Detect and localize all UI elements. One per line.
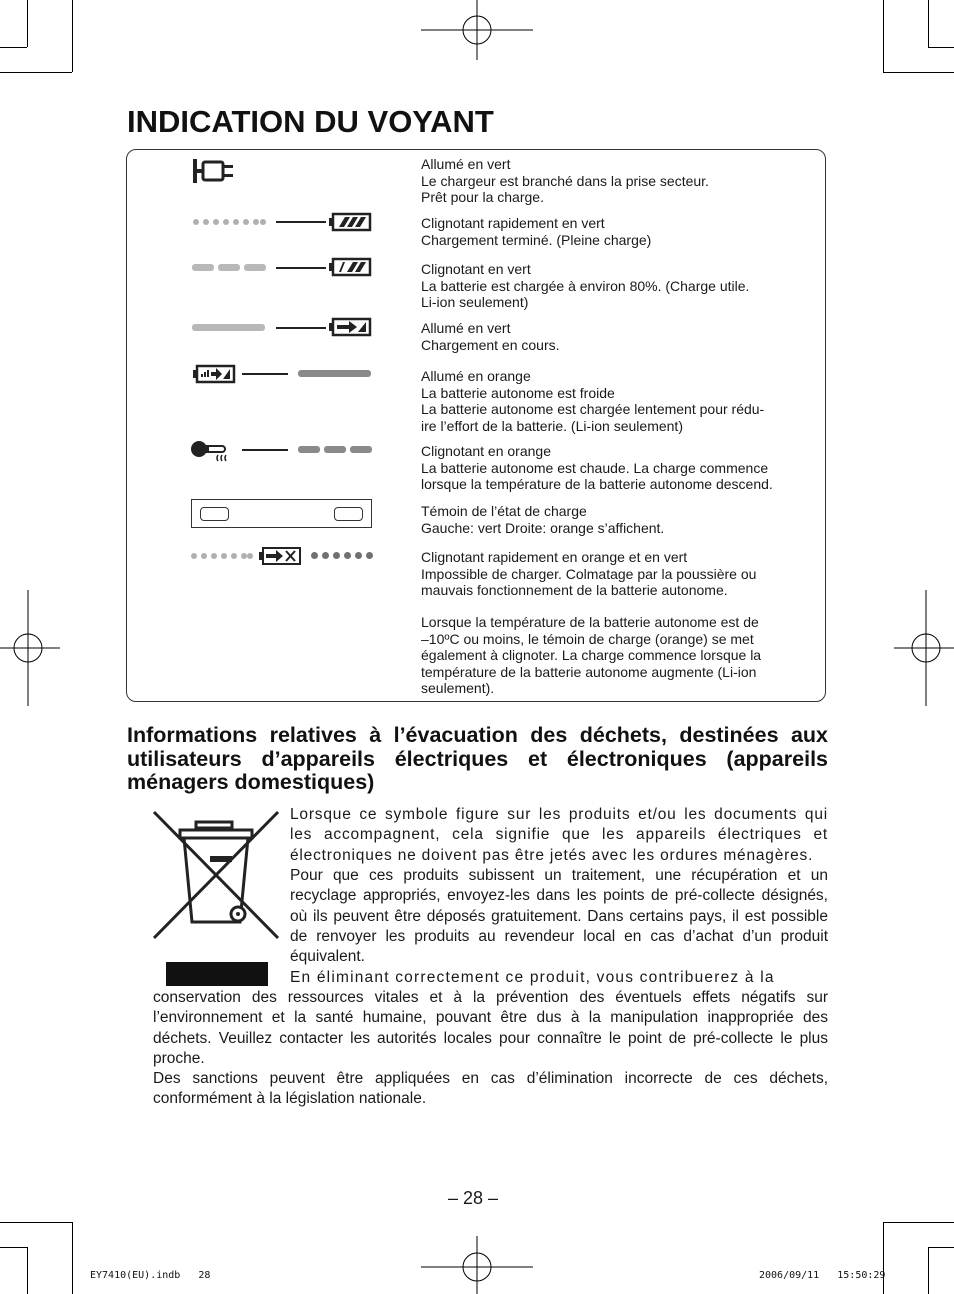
- indicator-desc-4: Allumé en orange La batterie autonome est froide La batterie autonome est chargée lentement pour rédu- ire l’effort de la batterie. (Li-ion seulement): [421, 368, 765, 434]
- registration-mark-top: [421, 0, 533, 60]
- footer-timestamp: 2006/09/11 15:50:29: [759, 1270, 886, 1281]
- battery-80-icon: [328, 257, 372, 277]
- status-lamp-panel: [191, 499, 372, 528]
- indicator-desc-1: Clignotant rapidement en vert Chargement terminé. (Pleine charge): [421, 215, 652, 248]
- paragraph-disposal: conservation des ressources vitales et à la prévention des éventuels effets négatifs sur l’environnement et la santé humaine, pouvant être dus à la manipulation inappropriée des déchets. Veuillez contacter les autorités locales pour connaître le point de pré-collecte le plus proche.: [153, 989, 828, 1067]
- registration-mark-bottom: [421, 1236, 533, 1294]
- thermometer-hot-icon: [190, 438, 234, 464]
- indicator-desc-7: Clignotant rapidement en orange et en vert Impossible de charger. Colmatage par la poussière ou mauvais fonctionnement de la batterie autonome.: [421, 549, 757, 598]
- crossed-bin-icon: [152, 810, 280, 990]
- registration-mark-right: [894, 590, 954, 706]
- footer-file: EY7410(EU).indb 28: [90, 1270, 211, 1281]
- right-lamp: [334, 507, 363, 521]
- left-lamp: [200, 507, 229, 521]
- indicator-desc-8: Lorsque la température de la batterie autonome est de –10ºC ou moins, le témoin de charge (orange) se met également à clignoter. La charge commence lorsque la température de la batterie autonome augmente (Li-ion seulement).: [421, 614, 762, 696]
- paragraph-sanctions: Des sanctions peuvent être appliquées en cas d’élimination incorrecte de ces déchets, conformément à la législation nationale.: [153, 1070, 828, 1108]
- indicator-desc-0: Allumé en vert Le chargeur est branché dans la prise secteur. Prêt pour la charge.: [421, 156, 709, 205]
- steady-orange-pattern: [298, 370, 371, 377]
- indicator-desc-3: Allumé en vert Chargement en cours.: [421, 320, 560, 353]
- plug-icon: [191, 157, 237, 185]
- battery-charging-icon: [328, 317, 372, 337]
- page-number: – 28 –: [448, 1188, 499, 1208]
- indicator-desc-6: Témoin de l’état de charge Gauche: vert Droite: orange s’affichent.: [421, 503, 665, 536]
- paragraph-symbol: Lorsque ce symbole figure sur les produits et/ou les documents qui les accompagnent, cela signifie que les appareils électriques et électroniques ne doivent pas être jetés avec les ordures ménagères.: [290, 806, 828, 864]
- paragraph-disposal-first-line: En éliminant correctement ce produit, vous contribuerez à la: [290, 969, 775, 986]
- battery-cold-icon: [192, 364, 236, 384]
- section-heading: Informations relatives à l’évacuation des déchets, destinées aux utilisateurs d’appareils électriques et électroniques (appareils ménagers domestiques): [127, 723, 828, 794]
- indicator-desc-2: Clignotant en vert La batterie est chargée à environ 80%. (Charge utile. Li-ion seulement): [421, 261, 750, 310]
- battery-full-icon: [328, 212, 372, 232]
- registration-mark-left: [0, 590, 60, 706]
- paragraph-collection: Pour que ces produits subissent un traitement, une récupération et un recyclage appropriés, envoyez-les dans les points de pré-collecte désignés, où ils peuvent être déposés gratuitement. Dans certains pays, il est possible de renvoyer les produits au revendeur local en cas d’achat d’un produit équivalent.: [290, 867, 828, 966]
- page-title: INDICATION DU VOYANT: [127, 104, 494, 139]
- indicator-desc-5: Clignotant en orange La batterie autonome est chaude. La charge commence lorsque la température de la batterie autonome descend.: [421, 443, 773, 492]
- battery-error-icon: [258, 546, 302, 566]
- steady-pattern: [192, 324, 265, 331]
